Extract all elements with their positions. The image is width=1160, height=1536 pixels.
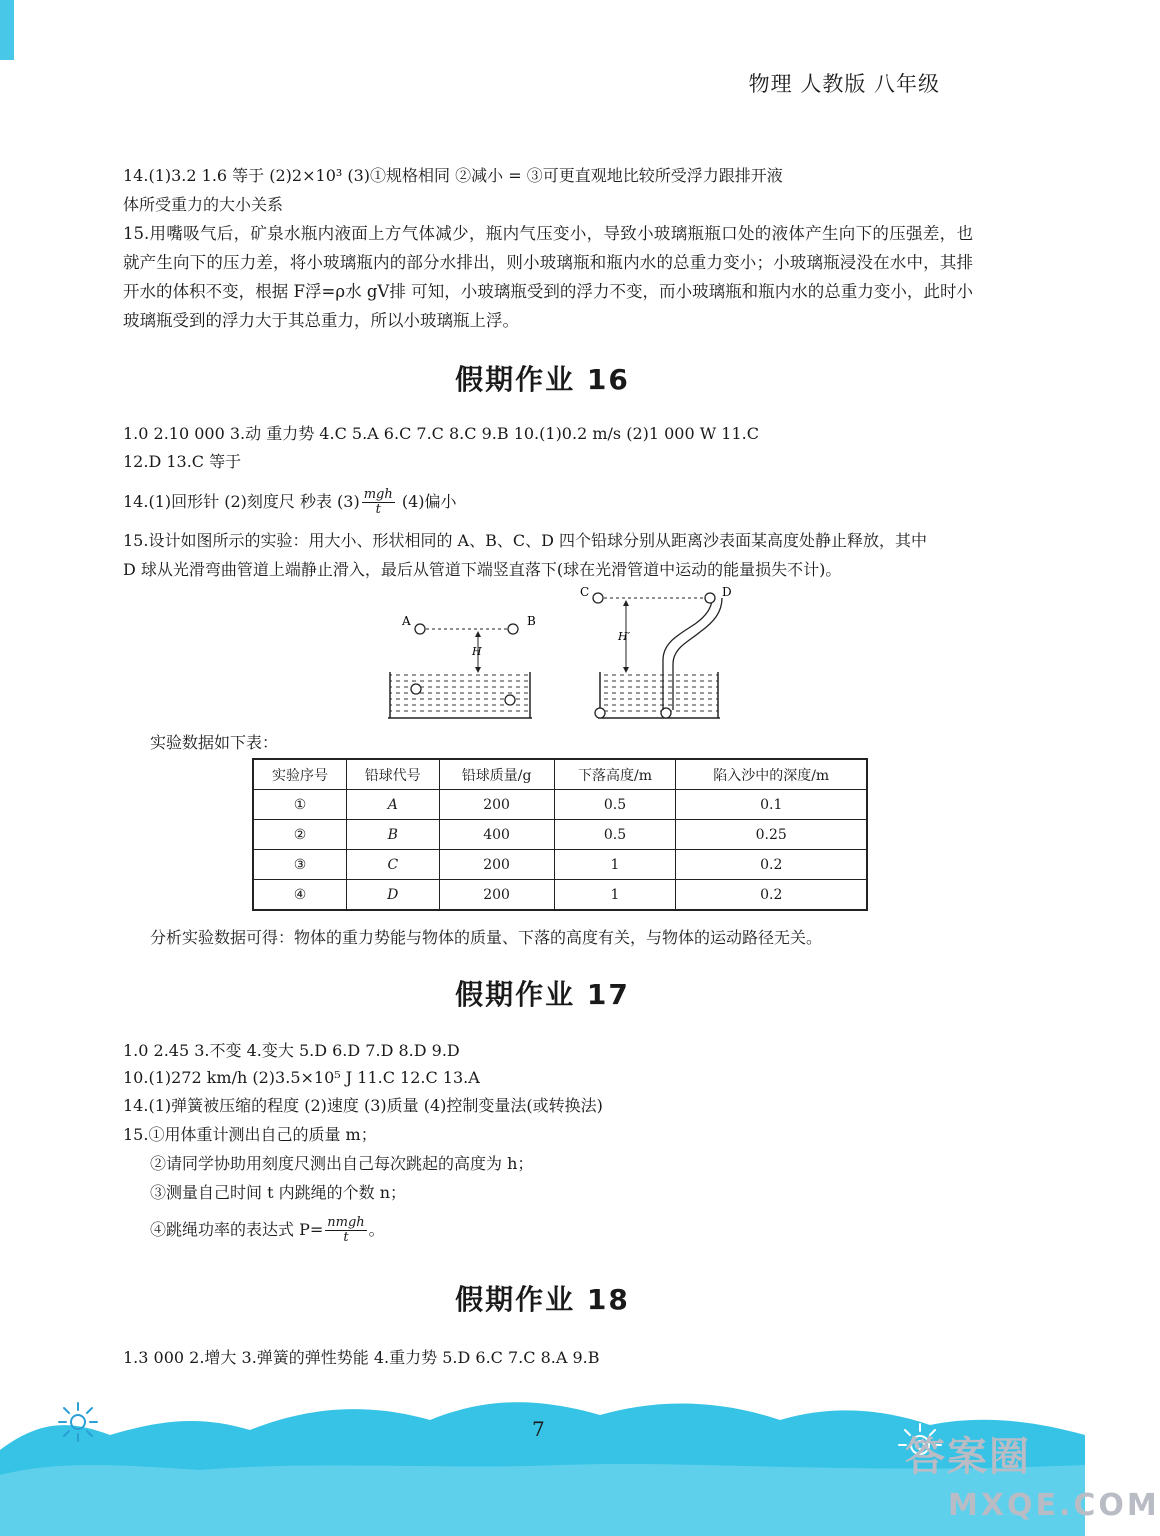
- cell: 200: [439, 850, 554, 880]
- ball-d: [705, 593, 715, 603]
- answer-14-line1: 14.(1)3.2 1.6 等于 (2)2×10³ (3)①规格相同 ②减小 = ③可更直观地比较所受浮力跟排开液: [123, 166, 783, 185]
- header-subject: 物理 人教版 八年级: [748, 72, 940, 96]
- ball-a: [415, 624, 425, 634]
- cell: 0.5: [554, 820, 676, 850]
- sun-icon: [56, 1400, 100, 1444]
- ball-b: [508, 624, 518, 634]
- table-row: [253, 790, 867, 820]
- table-header-row: [253, 759, 867, 790]
- col-header: 实验序号: [253, 759, 346, 790]
- hw16-answers-line2: 12.D 13.C 等于: [123, 452, 242, 471]
- cell: ③: [253, 850, 346, 880]
- corner-accent: [0, 0, 14, 60]
- cell: 1: [554, 880, 676, 911]
- answer-15-paragraph: 15.用嘴吸气后，矿泉水瓶内液面上方气体减少，瓶内气压变小，导致小玻璃瓶瓶口处的液体产生向下的压强差，也就产生向下的压力差，将小玻璃瓶内的部分水排出，则小玻璃瓶和瓶内水的总重力变小；小玻璃瓶浸没在水中，其排开水的体积不变，根据 F浮=ρ水 gV排 可知，小玻璃瓶受到的浮力不变，而小玻璃瓶和瓶内水的总重力变小，此时小玻璃瓶受到的浮力大于其总重力，所以小玻璃瓶上浮。: [123, 224, 973, 330]
- cell: ②: [253, 820, 346, 850]
- table-intro: 实验数据如下表：: [150, 733, 279, 752]
- page-number: 7: [532, 1417, 545, 1441]
- section-title-16: 假期作业 16: [455, 363, 630, 396]
- section-title-18: 假期作业 18: [455, 1283, 630, 1316]
- table-row: [253, 850, 867, 880]
- fraction-numerator: mgh: [363, 487, 393, 502]
- cell: D: [346, 880, 439, 911]
- experiment-table: [252, 758, 868, 911]
- hw17-q15-step3: ③测量自己时间 t 内跳绳的个数 n；: [150, 1183, 406, 1202]
- cell: A: [346, 790, 439, 820]
- cell: B: [346, 820, 439, 850]
- hw17-answers-line3: 14.(1)弹簧被压缩的程度 (2)速度 (3)质量 (4)控制变量法(或转换法): [123, 1096, 603, 1115]
- cell: 0.5: [554, 790, 676, 820]
- cell: 400: [439, 820, 554, 850]
- label-h-prime: H′: [618, 630, 631, 643]
- ball-c: [593, 593, 603, 603]
- fraction-numerator: nmgh: [327, 1215, 365, 1230]
- cell: C: [346, 850, 439, 880]
- hw16-q15-line2: D 球从光滑弯曲管道上端静止滑入，最后从管道下端竖直落下(球在光滑管道中运动的能量损失不计)。: [123, 560, 842, 579]
- cell: 200: [439, 880, 554, 911]
- label-a: A: [402, 614, 411, 628]
- table-row: [253, 880, 867, 911]
- cell: ④: [253, 880, 346, 911]
- hw18-answers-line1: 1.3 000 2.增大 3.弹簧的弹性势能 4.重力势 5.D 6.C 7.C 8.A 9.B: [123, 1348, 600, 1367]
- sand-box-right: [600, 672, 718, 716]
- label-c: C: [580, 585, 590, 599]
- hw16-conclusion: 分析实验数据可得：物体的重力势能与物体的质量、下落的高度有关，与物体的运动路径无关。: [150, 928, 823, 947]
- cell: 200: [439, 790, 554, 820]
- hw17-q15-step4: [150, 1212, 385, 1248]
- hw16-q14-text-b: (4)偏小: [396, 492, 457, 511]
- hw17-q15-step1: 15.①用体重计测出自己的质量 m；: [123, 1125, 377, 1144]
- cell: 0.2: [676, 880, 867, 911]
- cell: ①: [253, 790, 346, 820]
- hw16-answer-14: [123, 484, 457, 520]
- label-d: D: [722, 585, 732, 599]
- hw16-q15-line1: 15.设计如图所示的实验：用大小、形状相同的 A、B、C、D 四个铅球分别从距离沙表面某高度处静止释放，其中: [123, 531, 928, 550]
- hw17-answers-line2: 10.(1)272 km/h (2)3.5×10⁵ J 11.C 12.C 13.A: [123, 1068, 480, 1087]
- col-header: 下落高度/m: [554, 759, 676, 790]
- hw16-q14-text-a: 14.(1)回形针 (2)刻度尺 秒表 (3): [123, 492, 360, 511]
- hw16-answers-line1: 1.0 2.10 000 3.动 重力势 4.C 5.A 6.C 7.C 8.C 9.B 10.(1)0.2 m/s (2)1 000 W 11.C: [123, 424, 759, 443]
- sand-box-left: [390, 672, 530, 716]
- col-header: 陷入沙中的深度/m: [676, 759, 867, 790]
- watermark-logo: 答案圈: [905, 1434, 1031, 1480]
- hw17-q15-step4-text-b: 。: [368, 1220, 385, 1239]
- answer-14-line2: 体所受重力的大小关系: [123, 195, 284, 214]
- cell: 1: [554, 850, 676, 880]
- fraction-denominator: t: [343, 1230, 349, 1245]
- fraction-nmgh-over-t: [325, 1216, 366, 1245]
- cell: 0.1: [676, 790, 867, 820]
- label-b: B: [527, 614, 536, 628]
- cell: 0.2: [676, 850, 867, 880]
- label-h: H: [472, 645, 482, 658]
- hw17-q15-step2: ②请同学协助用刻度尺测出自己每次跳起的高度为 h；: [150, 1154, 534, 1173]
- table-row: [253, 820, 867, 850]
- col-header: 铅球质量/g: [439, 759, 554, 790]
- section-title-17: 假期作业 17: [455, 978, 630, 1011]
- hw17-answers-line1: 1.0 2.45 3.不变 4.变大 5.D 6.D 7.D 8.D 9.D: [123, 1041, 460, 1060]
- hw17-q15-step4-text-a: ④跳绳功率的表达式 P=: [150, 1220, 324, 1239]
- fraction-mgh-over-t: [362, 488, 395, 517]
- col-header: 铅球代号: [346, 759, 439, 790]
- watermark-url: MXQE.COM: [948, 1488, 1160, 1523]
- fraction-denominator: t: [375, 502, 381, 517]
- experiment-diagram: [380, 582, 730, 724]
- cell: 0.25: [676, 820, 867, 850]
